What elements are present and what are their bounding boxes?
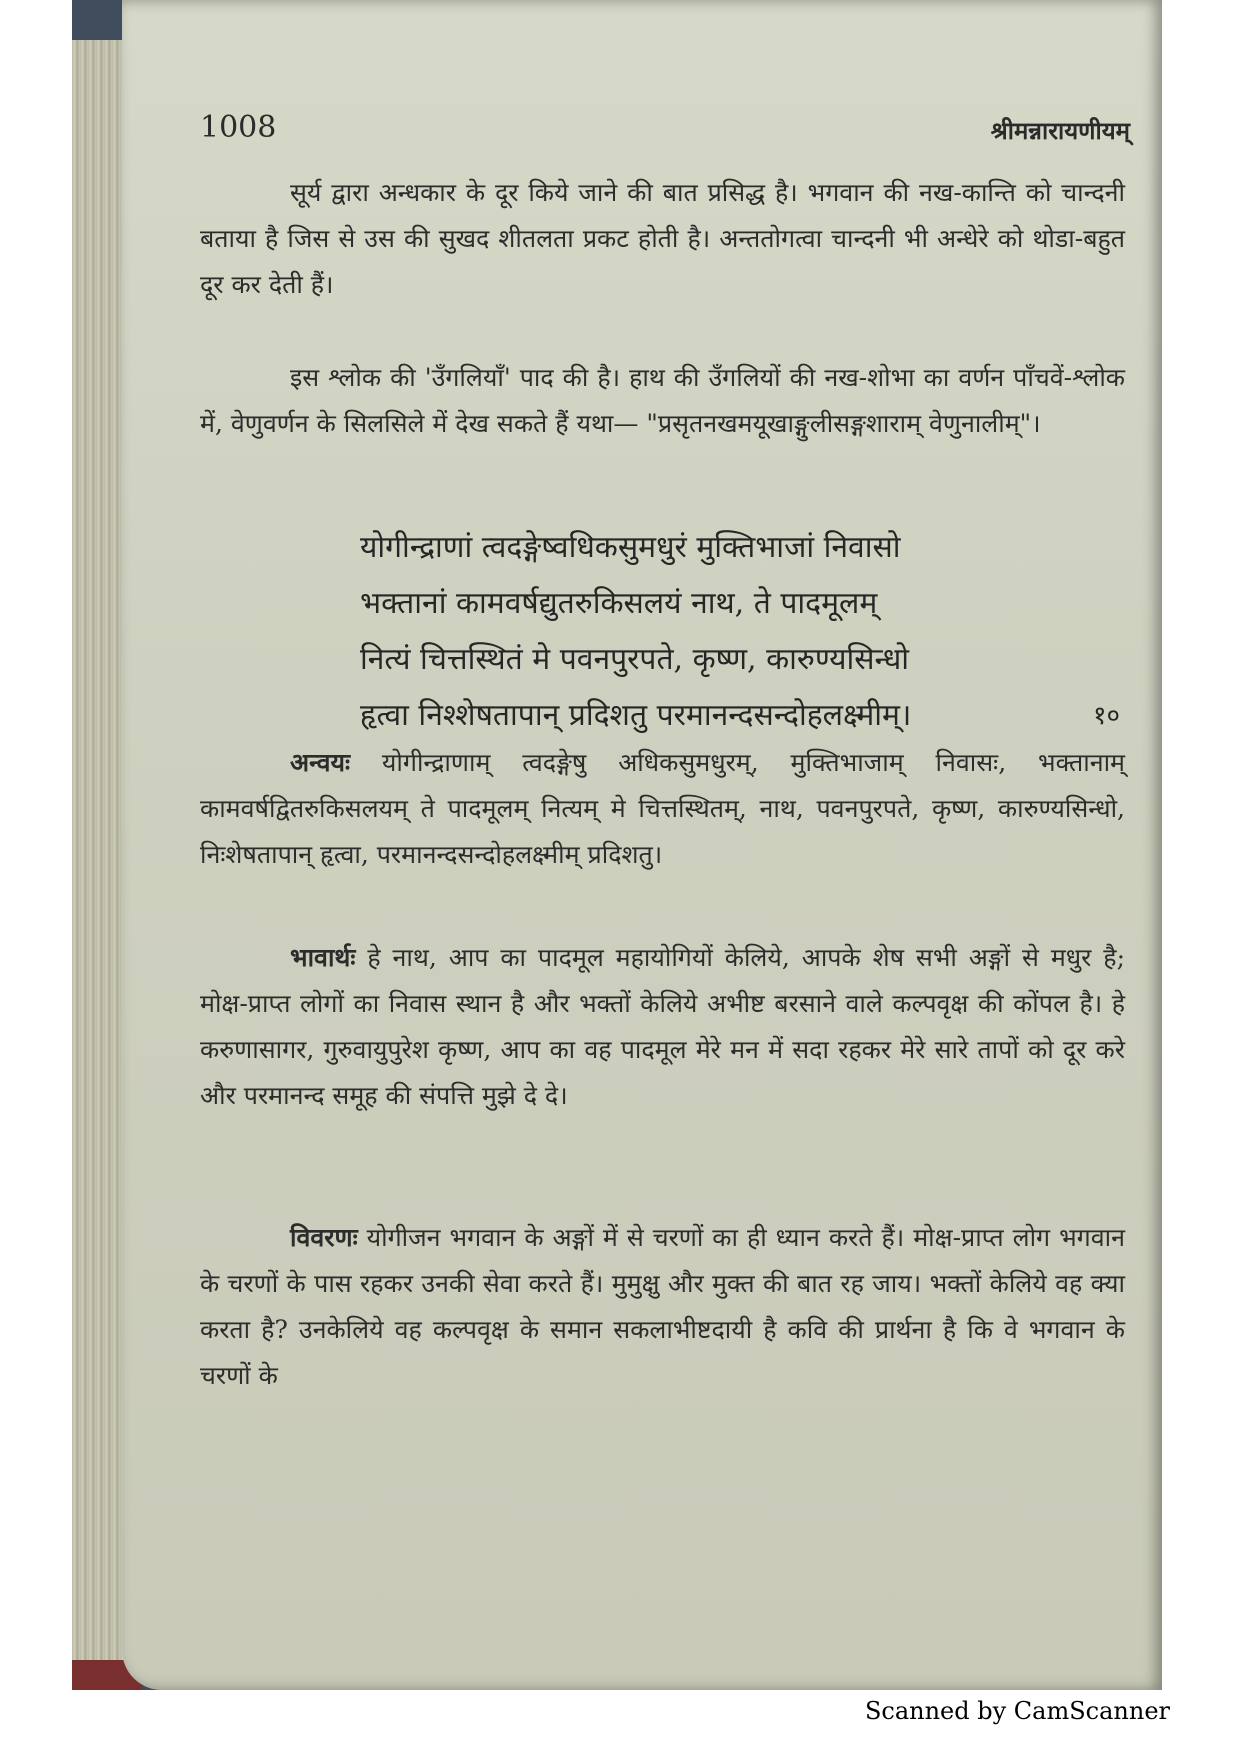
page-header	[200, 110, 1130, 150]
verse-block	[360, 520, 1120, 744]
anvaya-section	[200, 740, 1125, 878]
anvaya-label: अन्वयः	[290, 748, 351, 777]
verse-line-4: हृत्वा निश्शेषतापान् प्रदिशतु परमानन्दसन्दोहलक्ष्मीम्।	[360, 698, 912, 733]
scanner-watermark: Scanned by CamScanner	[864, 1697, 1170, 1725]
bhavartha-text: हे नाथ, आप का पादमूल महायोगियों केलिये, आपके शेष सभी अङ्गों से मधुर है; मोक्ष-प्राप्त लोगों का निवास स्थान है और भक्तों केलिये अभीष्ट बरसाने वाले कल्पवृक्ष की कोंपल है। हे करुणासागर, गुरुवायुपुरेश कृष्ण, आप का वह पादमूल मेरे मन में सदा रहकर मेरे सारे तापों को दूर करे और परमानन्द समूह की संपत्ति मुझे दे दे।	[200, 943, 1125, 1110]
page-number: 1008	[200, 110, 277, 145]
verse-line-2: भक्तानां कामवर्षद्युतरुकिसलयं नाथ, ते पादमूलम्	[360, 586, 878, 621]
paragraph-2: इस श्लोक की 'उँगलियाँ' पाद की है। हाथ की उँगलियों की नख-शोभा का वर्णन पाँचवें-श्लोक में, वेणुवर्णन के सिलसिले में देख सकते हैं यथा— "प्रसृतनखमयूखाङ्गुलीसङ्गशाराम् वेणुनालीम्"।	[200, 363, 1125, 438]
anvaya-text: योगीन्द्राणाम् त्वदङ्गेषु अधिकसुमधुरम्, मुक्तिभाजाम् निवासः, भक्तानाम् कामवर्षद्वितरुकिसलयम् ते पादमूलम् नित्यम् मे चित्तस्थितम्, नाथ, पवनपुरपते, कृष्ण, कारुण्यसिन्धो, निःशेषतापान् हृत्वा, परमानन्दसन्दोहलक्ष्मीम् प्रदिशतु।	[200, 748, 1126, 869]
vivarana-text: योगीजन भगवान के अङ्गों में से चरणों का ही ध्यान करते हैं। मोक्ष-प्राप्त लोग भगवान के चरणों के पास रहकर उनकी सेवा करते हैं। मुमुक्षु और मुक्त की बात रह जाय। भक्तों केलिये वह क्या करता है? उनकेलिये वह कल्पवृक्ष के समान सकलाभीष्टदायी है कवि की प्रार्थना है कि वे भगवान के चरणों के	[200, 1223, 1125, 1390]
verse-number: १०	[1092, 701, 1120, 731]
verse-line-1: योगीन्द्राणां त्वदङ्गेष्वधिकसुमधुरं मुक्तिभाजां निवासो	[360, 530, 901, 565]
paragraph-1: सूर्य द्वारा अन्धकार के दूर किये जाने की बात प्रसिद्ध है। भगवान की नख-कान्ति को चान्दनी बताया है जिस से उस की सुखद शीतलता प्रकट होती है। अन्ततोगत्वा चान्दनी भी अन्धेरे को थोडा-बहुत दूर कर देती हैं।	[200, 178, 1125, 299]
vivarana-section	[200, 1215, 1125, 1399]
bhavartha-label: भावार्थः	[290, 943, 356, 972]
bhavartha-section	[200, 935, 1125, 1119]
running-title: श्रीमन्नारायणीयम्	[990, 116, 1130, 145]
vivarana-label: विवरणः	[290, 1223, 358, 1252]
verse-line-3: नित्यं चित्तस्थितं मे पवनपुरपते, कृष्ण, कारुण्यसिन्धो	[360, 642, 910, 677]
